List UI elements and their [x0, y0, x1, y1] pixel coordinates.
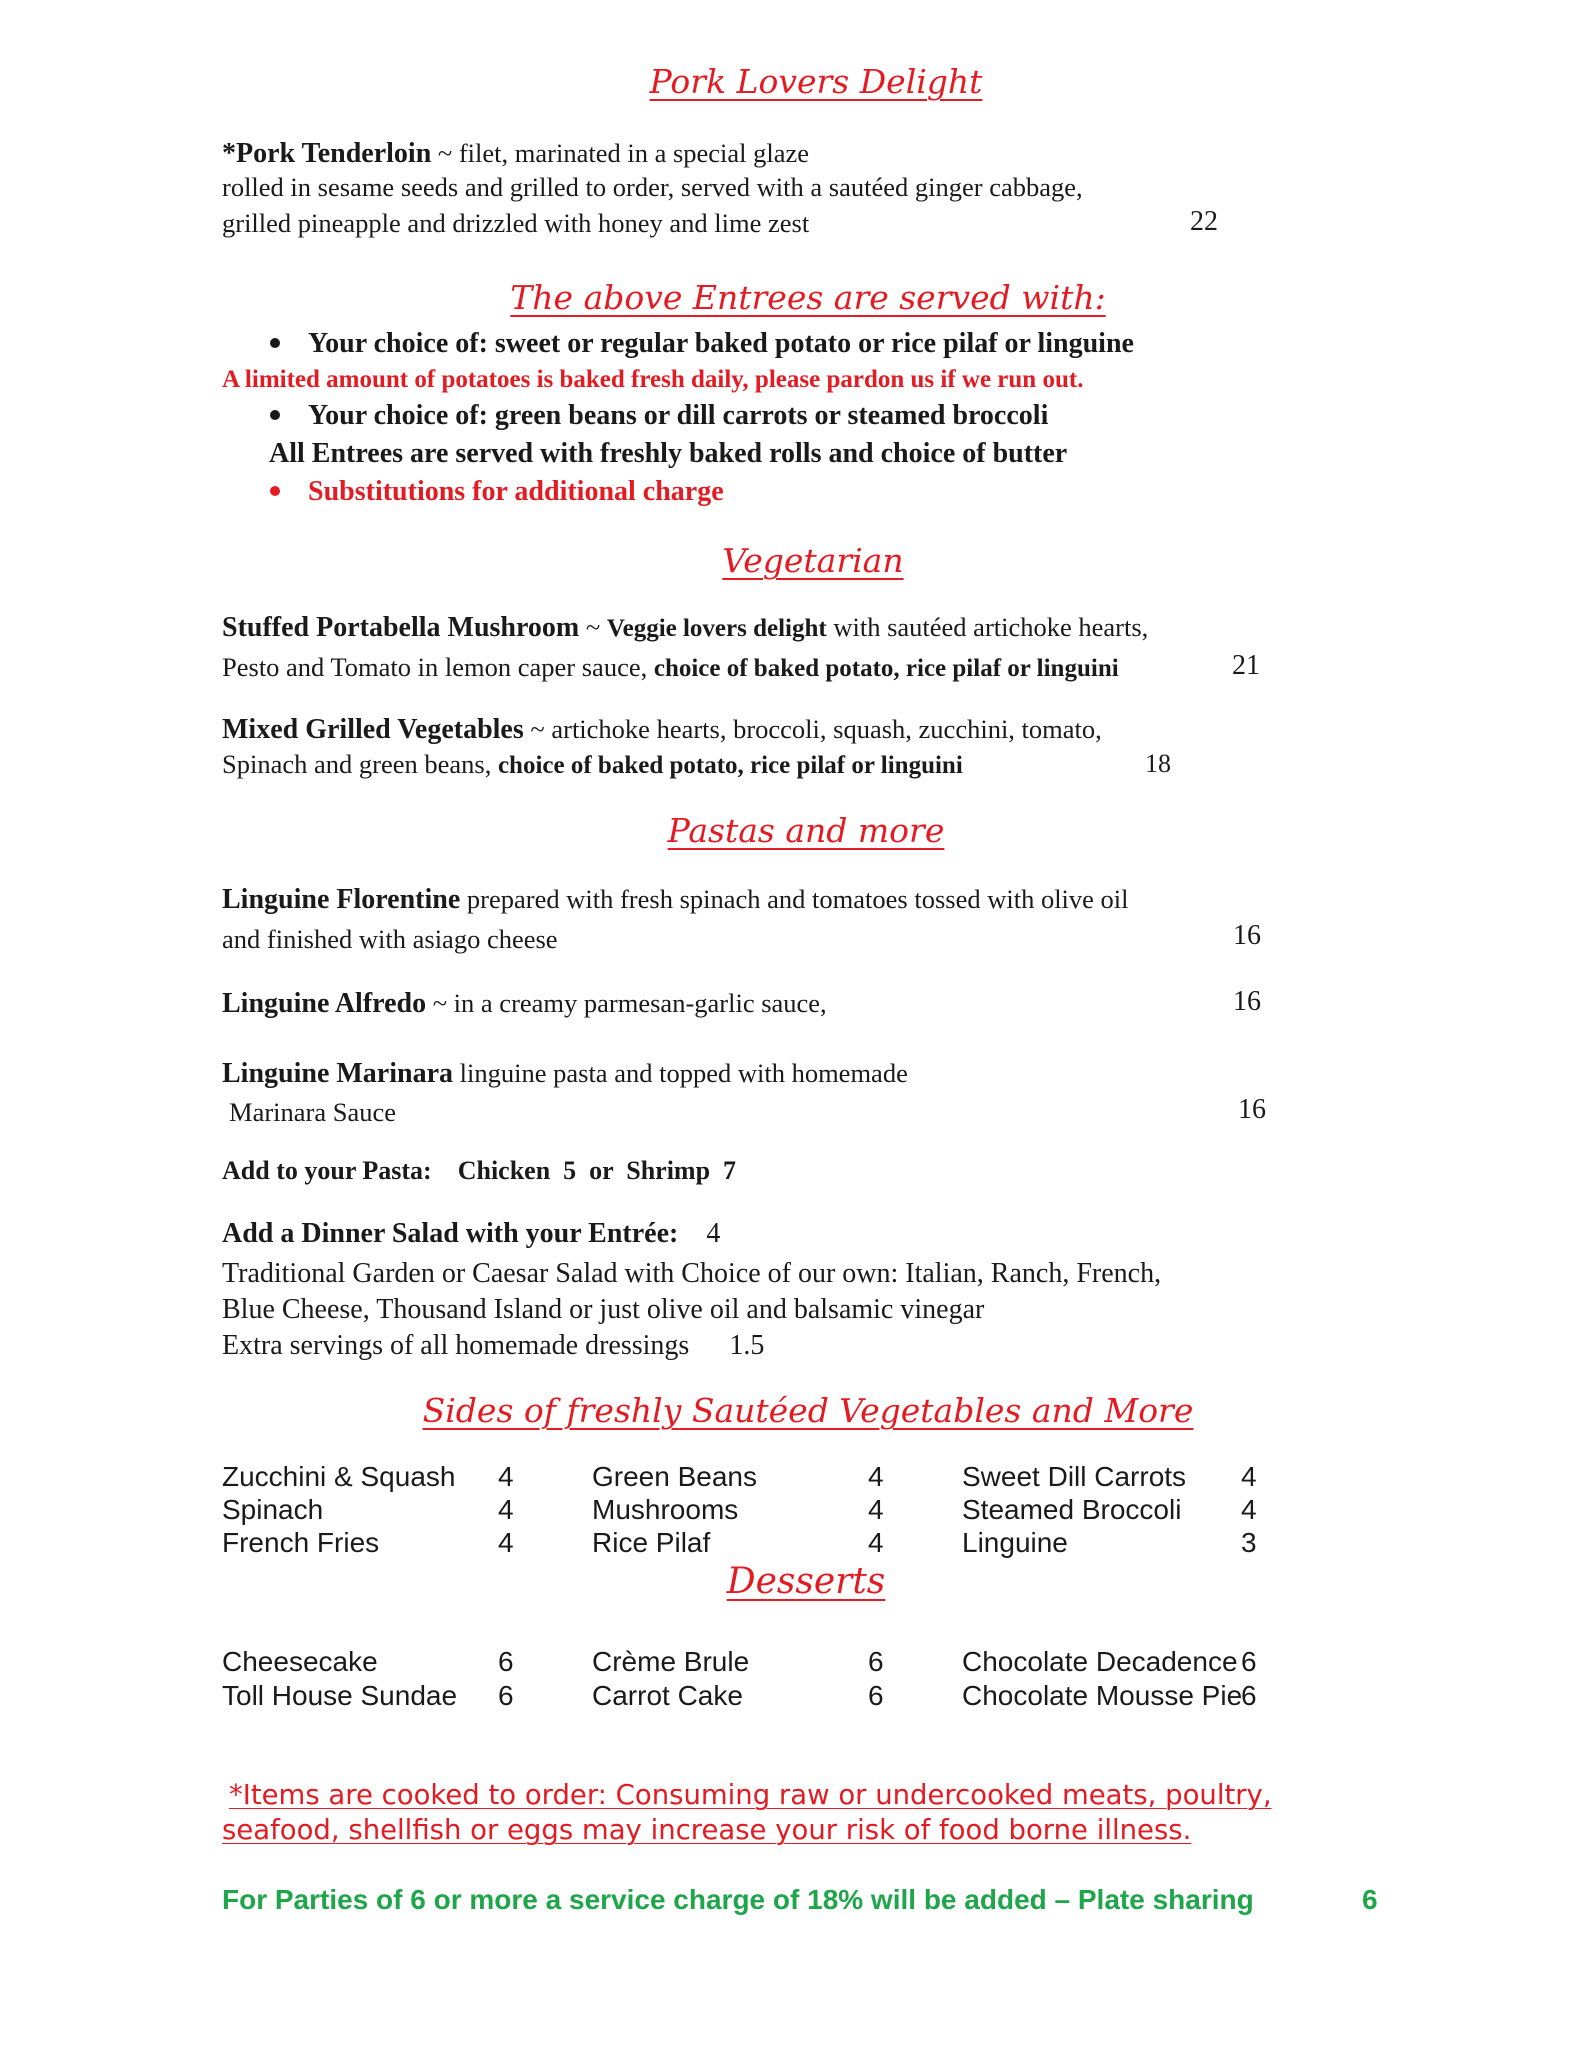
- side-price: 4: [498, 1527, 514, 1558]
- menu-item-pork-tenderloin: [222, 138, 809, 170]
- tilde: ~: [579, 612, 607, 642]
- item-description-line: and finished with asiago cheese: [222, 924, 558, 954]
- side-price: 4: [1241, 1461, 1257, 1492]
- side-price: 3: [1241, 1527, 1257, 1558]
- section-title-pastas: Pastas and more: [667, 811, 945, 850]
- item-price: 22: [1190, 206, 1218, 237]
- substitutions-bullet: [270, 476, 724, 508]
- menu-item-linguine-marinara: [222, 1058, 908, 1090]
- desserts-column-2: [592, 1645, 749, 1713]
- section-title-desserts: Desserts: [726, 1561, 886, 1602]
- side-item: Linguine: [962, 1527, 1068, 1558]
- item-name: Linguine Marinara: [222, 1058, 454, 1089]
- dessert-item: Cheesecake: [222, 1646, 378, 1677]
- dessert-price: 6: [498, 1680, 514, 1711]
- dessert-item: Chocolate Mousse Pie: [962, 1680, 1243, 1711]
- item-choice: choice of baked potato, rice pilaf or linguini: [653, 655, 1119, 682]
- salad-heading-text: Add a Dinner Salad with your Entrée:: [222, 1218, 679, 1249]
- service-charge-note: For Parties of 6 or more a service charge of 18% will be added – Plate sharing: [222, 1884, 1254, 1915]
- item-description: ~ artichoke hearts, broccoli, squash, zucchini, tomato,: [523, 714, 1102, 744]
- extra-dressings: [222, 1330, 764, 1362]
- sides-column-2: [592, 1460, 757, 1559]
- item-description-line: [222, 652, 1119, 683]
- dessert-price: 6: [868, 1680, 884, 1711]
- dressings-text: Extra servings of all homemade dressings: [222, 1330, 690, 1361]
- item-name: Stuffed Portabella Mushroom: [222, 612, 580, 643]
- bullet-text: Your choice of: green beans or dill carrots or steamed broccoli: [308, 400, 1049, 431]
- item-description-line: Marinara Sauce: [229, 1097, 397, 1127]
- side-item: Green Beans: [592, 1461, 757, 1492]
- item-description: ~ filet, marinated in a special glaze: [431, 138, 810, 168]
- side-price: 4: [498, 1461, 514, 1492]
- side-price: 4: [868, 1494, 884, 1525]
- item-description: Spinach and green beans,: [222, 749, 498, 779]
- item-price: 18: [1145, 749, 1171, 778]
- side-item: Spinach: [222, 1494, 324, 1525]
- side-choice-bullet: [270, 400, 1048, 432]
- item-tagline: Veggie lovers delight: [606, 615, 827, 642]
- side-choice-bullet: [270, 328, 1134, 360]
- menu-item-mixed-grilled-vegetables: [222, 714, 1102, 746]
- side-price: 4: [868, 1461, 884, 1492]
- section-title-served-with: The above Entrees are served with:: [510, 278, 1106, 317]
- item-description-line: grilled pineapple and drizzled with honey and lime zest: [222, 208, 810, 238]
- potato-notice: A limited amount of potatoes is baked fresh daily, please pardon us if we run out.: [222, 366, 1084, 393]
- dinner-salad-heading: [222, 1218, 720, 1250]
- item-description-line: [222, 749, 963, 780]
- item-description: ~ in a creamy parmesan-garlic sauce,: [426, 988, 827, 1018]
- desserts-column-2-prices: [868, 1645, 884, 1713]
- add-to-pasta: Add to your Pasta: Chicken 5 or Shrimp 7: [222, 1156, 737, 1185]
- salad-price: 4: [706, 1218, 721, 1249]
- item-description-line: rolled in sesame seeds and grilled to order, served with a sautéed ginger cabbage,: [222, 172, 1083, 202]
- side-item: Steamed Broccoli: [962, 1494, 1182, 1525]
- item-description: prepared with fresh spinach and tomatoes tossed with olive oil: [460, 884, 1129, 914]
- sides-column-2-prices: [868, 1460, 884, 1559]
- item-name: Mixed Grilled Vegetables: [222, 714, 524, 745]
- bullet-icon: [270, 338, 280, 348]
- section-title-pork: Pork Lovers Delight: [649, 62, 983, 101]
- food-safety-warning-line: *Items are cooked to order: Consuming raw or undercooked meats, poultry,: [229, 1779, 1272, 1811]
- dessert-item: Toll House Sundae: [222, 1680, 458, 1711]
- item-description: linguine pasta and topped with homemade: [453, 1058, 908, 1088]
- section-title-vegetarian: Vegetarian: [722, 541, 904, 580]
- bullet-text: Your choice of: sweet or regular baked potato or rice pilaf or linguine: [308, 328, 1134, 359]
- item-price: 21: [1232, 650, 1260, 681]
- menu-item-stuffed-portabella: [222, 612, 1148, 644]
- item-description: Pesto and Tomato in lemon caper sauce,: [222, 652, 654, 682]
- item-choice: choice of baked potato, rice pilaf or linguini: [497, 752, 963, 779]
- dessert-item: Carrot Cake: [592, 1680, 743, 1711]
- salad-description-line: Blue Cheese, Thousand Island or just olive oil and balsamic vinegar: [222, 1294, 985, 1325]
- item-name: *Pork Tenderloin: [222, 138, 432, 169]
- dessert-price: 6: [498, 1646, 514, 1677]
- side-item: Sweet Dill Carrots: [962, 1461, 1187, 1492]
- page-number: 6: [1362, 1884, 1378, 1915]
- rolls-note: All Entrees are served with freshly baked rolls and choice of butter: [269, 438, 1068, 469]
- bullet-icon: [270, 410, 280, 420]
- side-item: Zucchini & Squash: [222, 1461, 456, 1492]
- bullet-icon: [270, 486, 280, 496]
- bullet-text: Substitutions for additional charge: [308, 476, 724, 507]
- item-description: with sautéed artichoke hearts,: [826, 612, 1149, 642]
- dessert-item: Crème Brule: [592, 1646, 750, 1677]
- sides-column-3: [962, 1460, 1186, 1559]
- menu-item-linguine-alfredo: [222, 988, 827, 1020]
- item-name: Linguine Alfredo: [222, 988, 427, 1019]
- menu-item-linguine-florentine: [222, 884, 1129, 916]
- salad-description-line: Traditional Garden or Caesar Salad with Choice of our own: Italian, Ranch, French,: [222, 1258, 1162, 1289]
- item-name: Linguine Florentine: [222, 884, 461, 915]
- desserts-column-1-prices: [498, 1645, 514, 1713]
- section-title-sides: Sides of freshly Sautéed Vegetables and More: [422, 1391, 1194, 1430]
- dessert-item: Chocolate Decadence: [962, 1646, 1238, 1677]
- dressings-price: 1.5: [729, 1330, 765, 1361]
- desserts-column-3-prices: [1241, 1645, 1257, 1713]
- side-price: 4: [868, 1527, 884, 1558]
- item-price: 16: [1233, 920, 1261, 951]
- item-price: 16: [1233, 986, 1261, 1017]
- dessert-price: 6: [1241, 1646, 1257, 1677]
- dessert-price: 6: [868, 1646, 884, 1677]
- sides-column-1-prices: [498, 1460, 514, 1559]
- desserts-column-3: [962, 1645, 1242, 1713]
- food-safety-warning-line: seafood, shellfish or eggs may increase your risk of food borne illness.: [222, 1814, 1192, 1846]
- sides-column-3-prices: [1241, 1460, 1257, 1559]
- side-item: Mushrooms: [592, 1494, 739, 1525]
- item-price: 16: [1238, 1094, 1266, 1125]
- side-price: 4: [1241, 1494, 1257, 1525]
- side-price: 4: [498, 1494, 514, 1525]
- sides-column-1: [222, 1460, 455, 1559]
- side-item: French Fries: [222, 1527, 380, 1558]
- side-item: Rice Pilaf: [592, 1527, 711, 1558]
- desserts-column-1: [222, 1645, 457, 1713]
- dessert-price: 6: [1241, 1680, 1257, 1711]
